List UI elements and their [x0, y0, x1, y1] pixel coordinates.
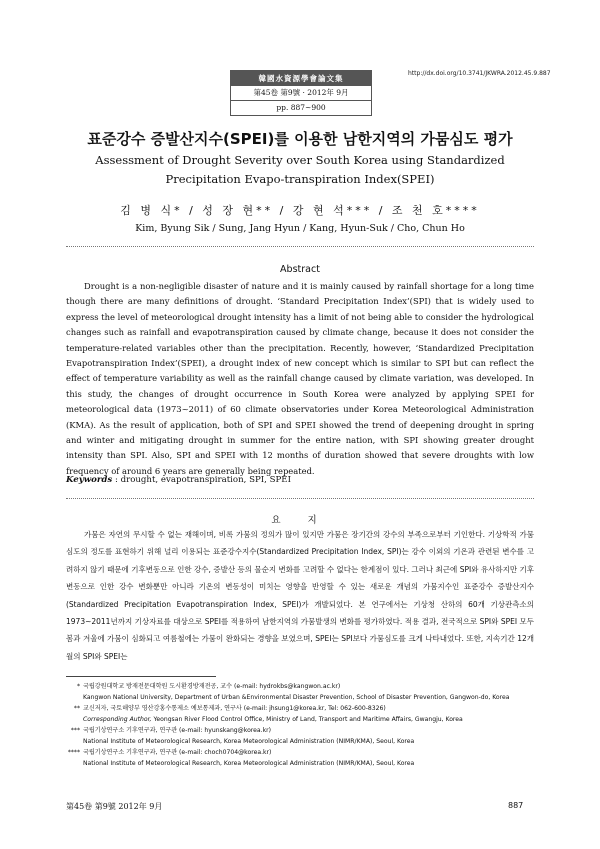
title-english-line1: Assessment of Drought Severity over South Korea using Standardized: [95, 153, 505, 167]
divider-middle: [66, 498, 534, 499]
divider-top: [66, 246, 534, 247]
footnote-item: [66, 703, 536, 725]
footnote-english: Kangwon National University, Department of Urban &Environmental Disaster Prevention, School of Disaster Prevention, Gangwon-do, Korea: [83, 694, 510, 701]
keywords: [66, 475, 291, 485]
footnote-english: Yeongsan River Flood Control Office, Ministry of Land, Transport and Maritime Affairs, Gwangju, Korea: [153, 716, 463, 723]
title-english-line2: Precipitation Evapo-transpiration Index(SPEI): [165, 172, 435, 186]
footnote-rule: [66, 676, 216, 677]
footnotes: [66, 681, 536, 769]
yoji-heading: 요 지: [271, 515, 329, 526]
doi-link[interactable]: http://dx.doi.org/10.3741/JKWRA.2012.45.9.887: [408, 70, 551, 77]
journal-info-box: [230, 70, 372, 116]
footnote-english: National Institute of Meteorological Research, Korea Meteorological Administration (NIMR/KMA), Seoul, Korea: [83, 760, 415, 767]
keywords-list: : drought, evapotranspiration, SPI, SPEI: [112, 475, 291, 485]
yoji-text: 가뭄은 자연의 무시할 수 없는 재해이며, 비록 가뭄의 정의가 많이 있지만 가뭄은 장기간의 강수의 부족으로부터 기인한다. 기상학적 가뭄심도의 정도를 표현하기 위해 널리 이용되는 표준강수지수(Standardized Precipitation Index, SPI)는 강수 이외의 기온과 관련된 변수를 고려하지 않기 때문에 기후변동으로 인한 강수, 증발산 등의 물순지 변화를 고려할 수 없다는 한계점이 있다. 그러나 최근에 SPI와 유사하지만 기후변동으로 인한 강수 변화뿐만 아니라 기온의 변동성이 미치는 영향을 반영할 수 있는 새로운 개념의 가뭄지수인 표준강수 증발산지수(Standardized Precipitation Evapotranspiration Index, SPEI)가 개발되었다. 본 연구에서는 기상청 산하의 60개 기상관측소의 1973~2011년까지 기상자료를 대상으로 SPEI를 적용하여 남한지역의 가뭄발생의 변화를 평가하였다. 적용 결과, 전국적으로 SPI와 SPEI 모두 봄과 겨울에 가뭄이 심화되고 여름철에는 가뭄이 완화되는 경향을 보였으며, SPEI는 SPI보다 가뭄심도를 크게 나타내었다. 또한, 지속기간 12개월의 SPI와 SPEI는: [66, 530, 534, 661]
footnote-korean: 교신저자, 국토해양부 영산강홍수통제소 예보통제과, 연구사 (e-mail: jhsung1@korea.kr, Tel: 062-600-8326): [83, 705, 386, 712]
footnote-korean: 국립기상연구소 기후연구과, 연구관 (e-mail: hyunskang@korea.kr): [83, 727, 272, 734]
footnote-english: National Institute of Meteorological Research, Korea Meteorological Administration (NIMR/KMA), Seoul, Korea: [83, 738, 415, 745]
footer-issue: 第45卷 第9號 2012年 9月: [66, 802, 163, 811]
footnote-item: [66, 747, 536, 769]
footnote-item: [66, 681, 536, 703]
keywords-label: Keywords: [66, 475, 113, 485]
abstract-heading: Abstract: [280, 264, 320, 275]
footnote-mark: *: [76, 683, 80, 690]
footnote-item: [66, 725, 536, 747]
footnote-mark: **: [73, 705, 80, 712]
abstract-text: Drought is a non-negligible disaster of nature and it is mainly caused by rainfall shortage for a long time though there are many definitions of drought. ‘Standard Precipitation Index’(SPI) that is widely used to express the level of meteorological drought intensity has a limit of not being able to consider the hydrological changes such as rainfall and evapotranspiration caused by climate change, because it does not consider the temperature-related variables other than the precipitation. Recently, however, ‘Standardized Precipitation Evapotranspiration Index’(SPEI), a drought index of new concept which is similar to SPI but can reflect the effect of temperature variability as well as the rainfall change caused by climate variation, was developed. In this study, the changes of drought occurrence in South Korea were analyzed by applying SPEI for meteorological data (1973~2011) of 60 climate observatories under Korea Meteorological Administration (KMA). As the result of application, both of SPI and SPEI showed the trend of deepening drought in spring and winter and mitigating drought in summer for the entire nation, with SPI showing greater drought intensity than SPI. Also, SPI and SPEI with 12 months of duration showed that severe droughts with low frequency of around 6 years are generally being repeated.: [66, 281, 534, 476]
journal-volume: 第45卷 第9號 · 2012年 9月: [231, 86, 371, 101]
footnote-korean: 국립강원대학교 방재전문대학원 도시환경방재전공, 교수 (e-mail: hydrokbs@kangwon.ac.kr): [83, 683, 341, 690]
authors-korean: 김 병 식* / 성 장 현** / 강 현 석*** / 조 천 호****: [120, 204, 480, 217]
footnote-mark: ***: [70, 727, 80, 734]
footnote-role: Corresponding Author,: [83, 716, 152, 723]
title-english: [0, 151, 600, 189]
footnote-korean: 국립기상연구소 기후연구과, 연구관 (e-mail: choch0704@korea.kr): [83, 749, 272, 756]
journal-pages: pp. 887~900: [276, 103, 326, 112]
title-korean: 표준강수 증발산지수(SPEI)를 이용한 남한지역의 가뭄심도 평가: [87, 130, 513, 148]
authors-english: Kim, Byung Sik / Sung, Jang Hyun / Kang, Hyun-Suk / Cho, Chun Ho: [135, 223, 465, 234]
footnote-mark: ****: [67, 749, 80, 756]
journal-name: 韓國水資源學會論文集: [231, 71, 371, 86]
footer-page-number: 887: [508, 801, 524, 810]
